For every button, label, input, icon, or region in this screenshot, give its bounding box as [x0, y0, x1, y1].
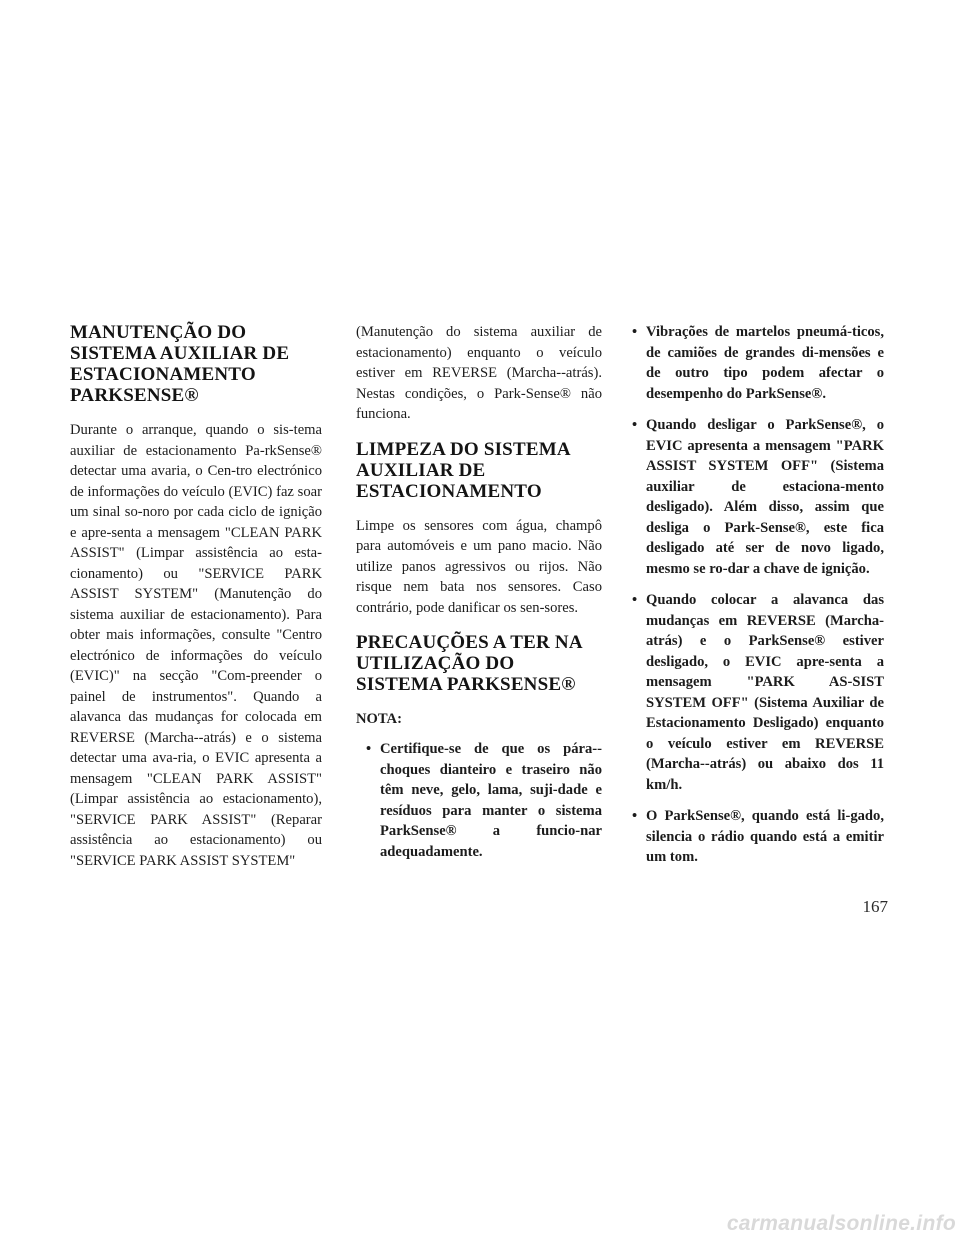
left-column [70, 322, 322, 871]
bullet-icon: • [632, 808, 638, 824]
right-column [622, 322, 884, 879]
precautions-list [622, 322, 884, 868]
note-label: NOTA: [356, 711, 402, 727]
maintenance-continuation: (Manutenção do sistema auxiliar de estacionamento) enquanto o veículo estiver em REVERSE (Marcha--atrás). Nestas condições, o Park-Sense® não funciona. [356, 324, 602, 422]
precaution-list-item [622, 322, 884, 404]
heading-precautions: PRECAUÇÕES A TER NA UTILIZAÇÃO DO SISTEMA PARKSENSE® [356, 632, 582, 695]
precaution-item-text: Quando desligar o ParkSense®, o EVIC apresenta a mensagem "PARK ASSIST SYSTEM OFF" (Sistema auxiliar de estaciona-mento desligado). Além disso, assim que desliga o Park-Sense®, este fica desligado até ser de novo ligado, mesmo se ro-dar a chave de ignição. [646, 417, 884, 577]
precaution-list-item [622, 806, 884, 868]
page-number: 167 [862, 897, 888, 916]
note-list [356, 739, 602, 862]
precaution-item-text: Quando colocar a alavanca das mudanças em REVERSE (Marcha-atrás) e o ParkSense® estiver desligado, o EVIC apre-senta a mensagem "PARK AS-SIST SYSTEM OFF" (Sistema Auxiliar de Estacionamento Desligado) enquanto o veículo estiver em REVERSE (Marcha--atrás) ou abaixo dos 11 km/h. [646, 592, 884, 793]
bullet-icon: • [632, 592, 638, 608]
precaution-item-text: Vibrações de martelos pneumá-ticos, de camiões de grandes di-mensões e de outro tipo podem afectar o desempenho do ParkSense®. [646, 324, 884, 402]
maintenance-body: Durante o arranque, quando o sis-tema auxiliar de estacionamento Pa-rkSense® detectar uma avaria, o Cen-tro electrónico de informações do veículo (EVIC) faz soar um sinal so-noro por cada ciclo de ignição e apre-senta a mensagem "CLEAN PARK ASSIST" (Limpar assistência ao esta-cionamento) ou "SERVICE PARK ASSIST SYSTEM" (Manutenção do sistema auxiliar de estacionamento). Para obter mais informações, consulte "Centro electrónico de informações do veículo (EVIC)" na secção "Com-preender o painel de instrumentos". Quando a alavanca das mudanças for colocada em REVERSE (Marcha--atrás) e o sistema detectar uma ava-ria, o EVIC apresenta a mensagem "CLEAN PARK ASSIST" (Limpar assistência ao estacionamento), "SERVICE PARK ASSIST" (Reparar assistência ao estacionamento) ou "SERVICE PARK ASSIST SYSTEM" [70, 422, 322, 869]
bullet-icon: • [632, 324, 638, 340]
watermark: carmanualsonline.info [726, 1212, 956, 1235]
heading-cleaning: LIMPEZA DO SISTEMA AUXILIAR DE ESTACIONAMENTO [356, 438, 570, 502]
note-item-text: Certifique-se de que os pára--choques dianteiro e traseiro não têm neve, gelo, lama, suji-dade e resíduos para manter o sistema ParkSense® a funcio-nar adequadamente. [380, 741, 602, 860]
bullet-icon: • [632, 417, 638, 433]
cleaning-body: Limpe os sensores com água, champô para automóveis e um pano macio. Não utilize panos agressivos ou rijos. Não risque nem bata nos sensores. Caso contrário, pode danificar os sen-sores. [356, 517, 602, 616]
bullet-icon: • [366, 741, 372, 757]
middle-column [356, 322, 602, 873]
precaution-list-item [622, 415, 884, 579]
note-list-item [356, 739, 602, 862]
heading-maintenance: MANUTENÇÃO DO SISTEMA AUXILIAR DE ESTACIONAMENTO PARKSENSE® [70, 322, 290, 406]
precaution-list-item [622, 590, 884, 795]
precaution-item-text: O ParkSense®, quando está li-gado, silencia o rádio quando está a emitir um tom. [646, 808, 884, 865]
